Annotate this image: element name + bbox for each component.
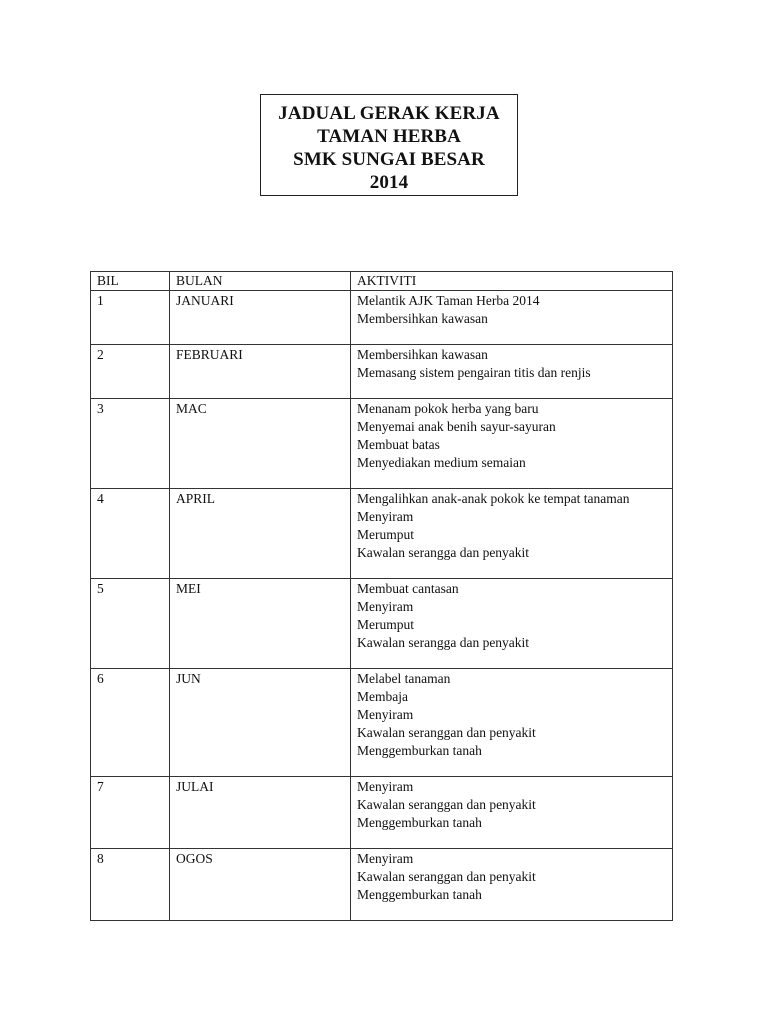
- cell-bil: 1: [91, 291, 170, 345]
- cell-aktiviti: [351, 489, 673, 579]
- activity-item: Membuat batas: [357, 437, 440, 452]
- activity-item: Membersihkan kawasan: [357, 311, 488, 326]
- activity-item: Menggemburkan tanah: [357, 815, 482, 830]
- schedule-table: [90, 271, 673, 921]
- activity-item: Menyiram: [357, 599, 414, 614]
- cell-bil: 4: [91, 489, 170, 579]
- activity-item: Kawalan seranggan dan penyakit: [357, 725, 536, 740]
- cell-bulan: APRIL: [170, 489, 351, 579]
- cell-aktiviti: [351, 345, 673, 399]
- cell-bulan: MEI: [170, 579, 351, 669]
- activity-item: Memasang sistem pengairan titis dan renjis: [357, 365, 591, 380]
- cell-bil: 5: [91, 579, 170, 669]
- cell-bil: 6: [91, 669, 170, 777]
- cell-aktiviti: [351, 669, 673, 777]
- activity-item: Merumput: [357, 527, 414, 542]
- cell-bil: 8: [91, 849, 170, 921]
- activity-item: Membuat cantasan: [357, 581, 459, 596]
- activity-item: Menyediakan medium semaian: [357, 455, 526, 470]
- cell-bulan: FEBRUARI: [170, 345, 351, 399]
- cell-bil: 7: [91, 777, 170, 849]
- activity-item: Mengalihkan anak-anak pokok ke tempat tanaman: [357, 491, 630, 506]
- document-title-box: [260, 94, 518, 196]
- activity-item: Melabel tanaman: [357, 671, 451, 686]
- table-row: [91, 849, 673, 921]
- activity-item: Membaja: [357, 689, 408, 704]
- cell-aktiviti: [351, 849, 673, 921]
- title-line: SMK SUNGAI BESAR: [293, 149, 485, 170]
- activity-item: Merumput: [357, 617, 414, 632]
- cell-aktiviti: [351, 579, 673, 669]
- activity-item: Menggemburkan tanah: [357, 887, 482, 902]
- title-line: TAMAN HERBA: [317, 126, 461, 147]
- table-row: [91, 345, 673, 399]
- activity-item: Kawalan serangga dan penyakit: [357, 545, 530, 560]
- activity-item: Kawalan seranggan dan penyakit: [357, 869, 536, 884]
- cell-bulan: JULAI: [170, 777, 351, 849]
- table-row: [91, 291, 673, 345]
- activity-item: Menyiram: [357, 707, 414, 722]
- cell-aktiviti: [351, 399, 673, 489]
- table-header-row: [91, 272, 673, 291]
- activity-item: Membersihkan kawasan: [357, 347, 488, 362]
- cell-bil: 3: [91, 399, 170, 489]
- table-row: [91, 399, 673, 489]
- activity-item: Menanam pokok herba yang baru: [357, 401, 539, 416]
- title-line: 2014: [369, 172, 409, 193]
- table-row: [91, 669, 673, 777]
- activity-item: Menyemai anak benih sayur-sayuran: [357, 419, 556, 434]
- title-line: JADUAL GERAK KERJA: [278, 103, 500, 124]
- activity-item: Menyiram: [357, 509, 414, 524]
- activity-item: Kawalan serangga dan penyakit: [357, 635, 530, 650]
- cell-aktiviti: [351, 777, 673, 849]
- cell-bil: 2: [91, 345, 170, 399]
- table-row: [91, 489, 673, 579]
- cell-aktiviti: [351, 291, 673, 345]
- table-row: [91, 579, 673, 669]
- activity-item: Melantik AJK Taman Herba 2014: [357, 293, 540, 308]
- activity-item: Menggemburkan tanah: [357, 743, 482, 758]
- activity-item: Menyiram: [357, 851, 414, 866]
- header-bil: BIL: [91, 272, 170, 291]
- table-row: [91, 777, 673, 849]
- cell-bulan: OGOS: [170, 849, 351, 921]
- cell-bulan: JANUARI: [170, 291, 351, 345]
- header-bulan: BULAN: [170, 272, 351, 291]
- activity-item: Kawalan seranggan dan penyakit: [357, 797, 536, 812]
- header-aktiviti: AKTIVITI: [351, 272, 673, 291]
- activity-item: Menyiram: [357, 779, 414, 794]
- cell-bulan: MAC: [170, 399, 351, 489]
- cell-bulan: JUN: [170, 669, 351, 777]
